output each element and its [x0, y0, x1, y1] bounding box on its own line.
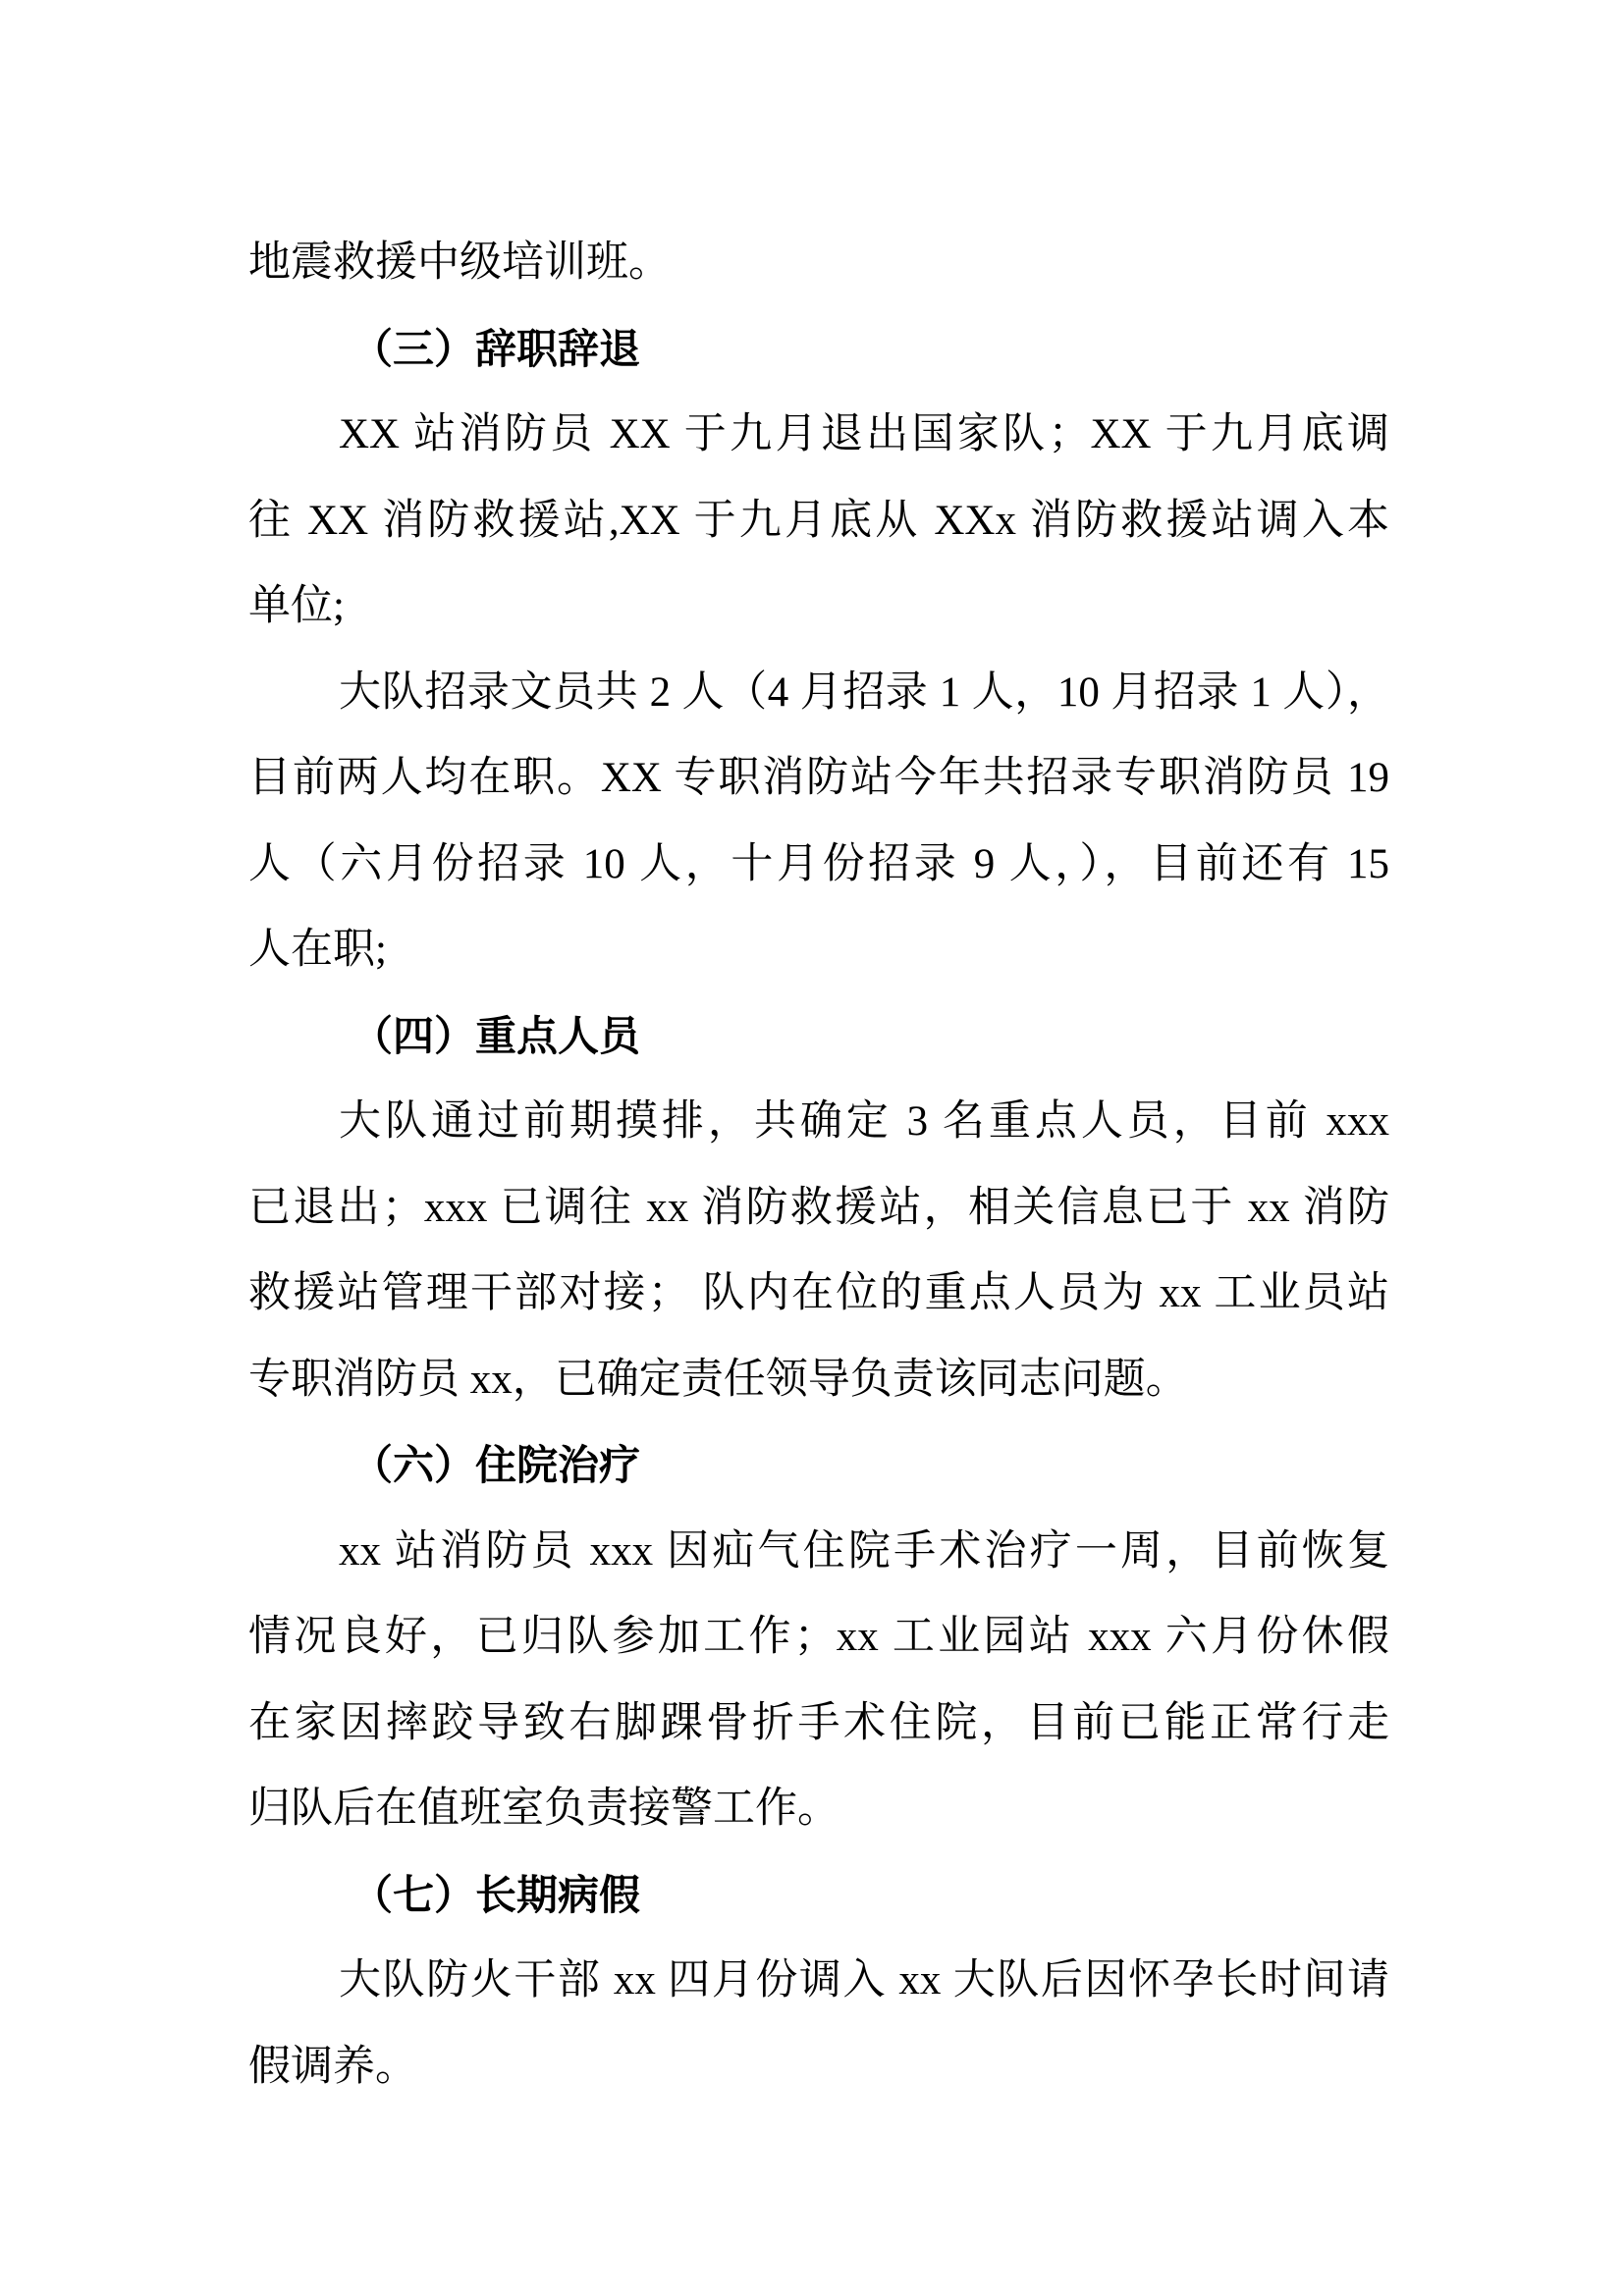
paragraph-line: 大队招录文员共 2 人（4 月招录 1 人，10 月招录 1 人），: [339, 668, 1389, 716]
paragraph-line: 大队防火干部 xx 四月份调入 xx 大队后因怀孕长时间请: [339, 1957, 1389, 2003]
paragraph-line: 在家因摔跤导致右脚踝骨折手术住院，目前已能正常行走: [248, 1699, 1389, 1746]
section-heading: （四）重点人员: [352, 1011, 641, 1060]
paragraph: [248, 392, 1389, 650]
paragraph-line: 假调养。: [248, 2043, 417, 2090]
paragraph: [248, 1509, 1389, 1852]
paragraph-line: 人（六月份招录 10 人，十月份招录 9 人，），目前还有 15: [248, 840, 1389, 887]
paragraph-line: 专职消防员 xx，已确定责任领导负责该同志问题。: [248, 1356, 1188, 1403]
document-page: [248, 220, 1389, 2109]
section-heading: （三）辞职辞退: [352, 324, 641, 373]
paragraph-line: 情况良好，已归队参加工作；xx 工业园站 xxx 六月份休假: [248, 1614, 1389, 1660]
paragraph-line: 归队后在值班室负责接警工作。: [248, 1786, 839, 1832]
paragraph: [248, 1938, 1389, 2109]
paragraph: [248, 650, 1389, 993]
section-heading: （七）长期病假: [352, 1870, 641, 1919]
paragraph-line: 救援站管理干部对接； 队内在位的重点人员为 xx 工业员站: [248, 1270, 1389, 1316]
paragraph-line: XX 站消防员 XX 于九月退出国家队；XX 于九月底调: [339, 411, 1389, 457]
paragraph-line: 人在职;: [248, 927, 387, 973]
paragraph-line: 目前两人均在职。XX 专职消防站今年共招录专职消防员 19: [248, 755, 1389, 801]
paragraph-line: 已退出；xxx 已调往 xx 消防救援站，相关信息已于 xx 消防: [248, 1184, 1389, 1231]
paragraph: [248, 220, 1389, 306]
paragraph-line: 地震救援中级培训班。: [248, 240, 671, 286]
paragraph-line: 大队通过前期摸排，共确定 3 名重点人员，目前 xxx: [339, 1098, 1389, 1145]
paragraph-line: xx 站消防员 xxx 因疝气住院手术治疗一周，目前恢复: [339, 1527, 1389, 1575]
paragraph-line: 往 XX 消防救援站,XX 于九月底从 XXx 消防救援站调入本: [248, 497, 1389, 544]
paragraph-line: 单位;: [248, 583, 345, 629]
paragraph: [248, 1079, 1389, 1422]
section-heading: （六）住院治疗: [352, 1441, 641, 1489]
